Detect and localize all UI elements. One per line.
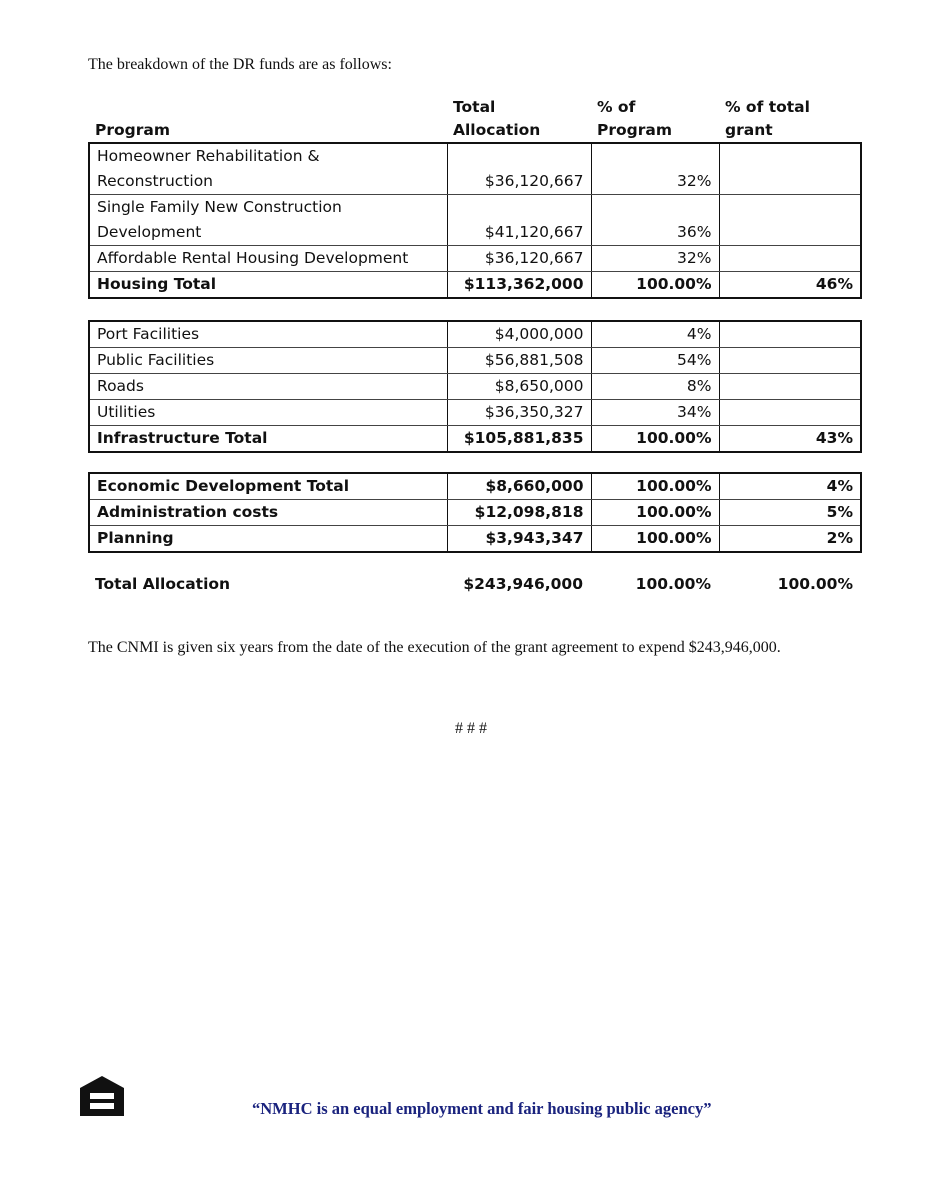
header-pct-program-line2: Program — [597, 121, 673, 139]
program-name-line2: Development — [97, 223, 202, 241]
pct-grant-cell: 43% — [719, 426, 861, 453]
table-row — [89, 195, 861, 246]
pct-grant-cell: 2% — [719, 526, 861, 553]
allocation-cell: $8,650,000 — [447, 374, 591, 400]
header-pct-program — [590, 94, 718, 142]
pct-grant-cell — [719, 321, 861, 348]
allocation-cell: $36,120,667 — [447, 246, 591, 272]
column-header-row — [88, 94, 860, 142]
pct-grant-cell: 46% — [719, 272, 861, 299]
pct-grant-cell: 5% — [719, 500, 861, 526]
footer-note: “NMHC is an equal employment and fair housing public agency” — [252, 1099, 712, 1118]
header-pct-program-line1: % of — [597, 98, 636, 116]
closing-paragraph: The CNMI is given six years from the date of the execution of the grant agreement to expend $243,946,000. — [88, 639, 781, 656]
header-pct-grant — [718, 94, 860, 142]
grand-total — [88, 572, 860, 597]
program-name: Affordable Rental Housing Development — [89, 246, 447, 272]
housing-total-row — [89, 272, 861, 299]
allocation-cell: $36,120,667 — [447, 143, 591, 195]
table-row — [89, 526, 861, 553]
header-total-allocation — [446, 94, 590, 142]
pct-program-cell: 100.00% — [591, 426, 719, 453]
table-row — [89, 500, 861, 526]
pct-grant-cell: 4% — [719, 473, 861, 500]
program-name: Administration costs — [89, 500, 447, 526]
table-row — [89, 143, 861, 195]
pct-program-cell: 100.00% — [591, 526, 719, 553]
program-name: Housing Total — [89, 272, 447, 299]
program-name — [89, 143, 447, 195]
pct-program-cell: 36% — [591, 195, 719, 246]
pct-grant-cell — [719, 143, 861, 195]
program-name: Public Facilities — [89, 348, 447, 374]
program-name: Total Allocation — [95, 575, 231, 593]
header-total-line2: Allocation — [453, 121, 541, 139]
infrastructure-total-row — [89, 426, 861, 453]
table-row — [89, 400, 861, 426]
other-programs-table — [88, 472, 860, 553]
allocation-cell: $36,350,327 — [447, 400, 591, 426]
header-total-line1: Total — [453, 98, 496, 116]
program-name: Planning — [89, 526, 447, 553]
table-row — [89, 246, 861, 272]
program-name: Infrastructure Total — [89, 426, 447, 453]
program-name: Utilities — [89, 400, 447, 426]
header-pct-grant-line1: % of total — [725, 98, 810, 116]
pct-grant-cell — [719, 246, 861, 272]
allocation-cell: $41,120,667 — [447, 195, 591, 246]
pct-program-cell: 100.00% — [591, 473, 719, 500]
allocation-cell: $8,660,000 — [447, 473, 591, 500]
pct-program-cell: 32% — [591, 143, 719, 195]
pct-program-cell: 54% — [591, 348, 719, 374]
allocation-cell: $56,881,508 — [447, 348, 591, 374]
equal-housing-opportunity-icon — [76, 1074, 128, 1118]
table-row — [89, 374, 861, 400]
allocation-cell: $12,098,818 — [447, 500, 591, 526]
pct-grant-cell: 100.00% — [777, 575, 853, 593]
program-name-line2: Reconstruction — [97, 172, 214, 190]
infrastructure-table — [88, 320, 860, 453]
allocation-cell: $243,946,000 — [463, 575, 583, 593]
grand-total-row — [88, 572, 860, 597]
header-program-label: Program — [95, 121, 171, 139]
program-name: Port Facilities — [89, 321, 447, 348]
header-pct-grant-line2: grant — [725, 121, 773, 139]
pct-program-cell: 100.00% — [591, 272, 719, 299]
pct-program-cell: 4% — [591, 321, 719, 348]
pct-program-cell: 8% — [591, 374, 719, 400]
pct-program-cell: 34% — [591, 400, 719, 426]
pct-grant-cell — [719, 400, 861, 426]
intro-text: The breakdown of the DR funds are as follows: — [88, 56, 392, 73]
pct-program-cell: 100.00% — [591, 500, 719, 526]
pct-grant-cell — [719, 195, 861, 246]
allocation-cell: $105,881,835 — [447, 426, 591, 453]
pct-program-cell: 32% — [591, 246, 719, 272]
housing-table — [88, 94, 860, 299]
table-row — [89, 321, 861, 348]
end-mark: # # # — [455, 720, 487, 737]
program-name-line1: Homeowner Rehabilitation & — [97, 147, 320, 165]
program-name-line1: Single Family New Construction — [97, 198, 342, 216]
program-name: Roads — [89, 374, 447, 400]
allocation-cell: $4,000,000 — [447, 321, 591, 348]
table-row — [89, 473, 861, 500]
program-name — [89, 195, 447, 246]
allocation-cell: $113,362,000 — [447, 272, 591, 299]
table-row — [89, 348, 861, 374]
pct-grant-cell — [719, 374, 861, 400]
pct-program-cell: 100.00% — [635, 575, 711, 593]
allocation-cell: $3,943,347 — [447, 526, 591, 553]
program-name: Economic Development Total — [89, 473, 447, 500]
header-program — [88, 94, 446, 142]
pct-grant-cell — [719, 348, 861, 374]
